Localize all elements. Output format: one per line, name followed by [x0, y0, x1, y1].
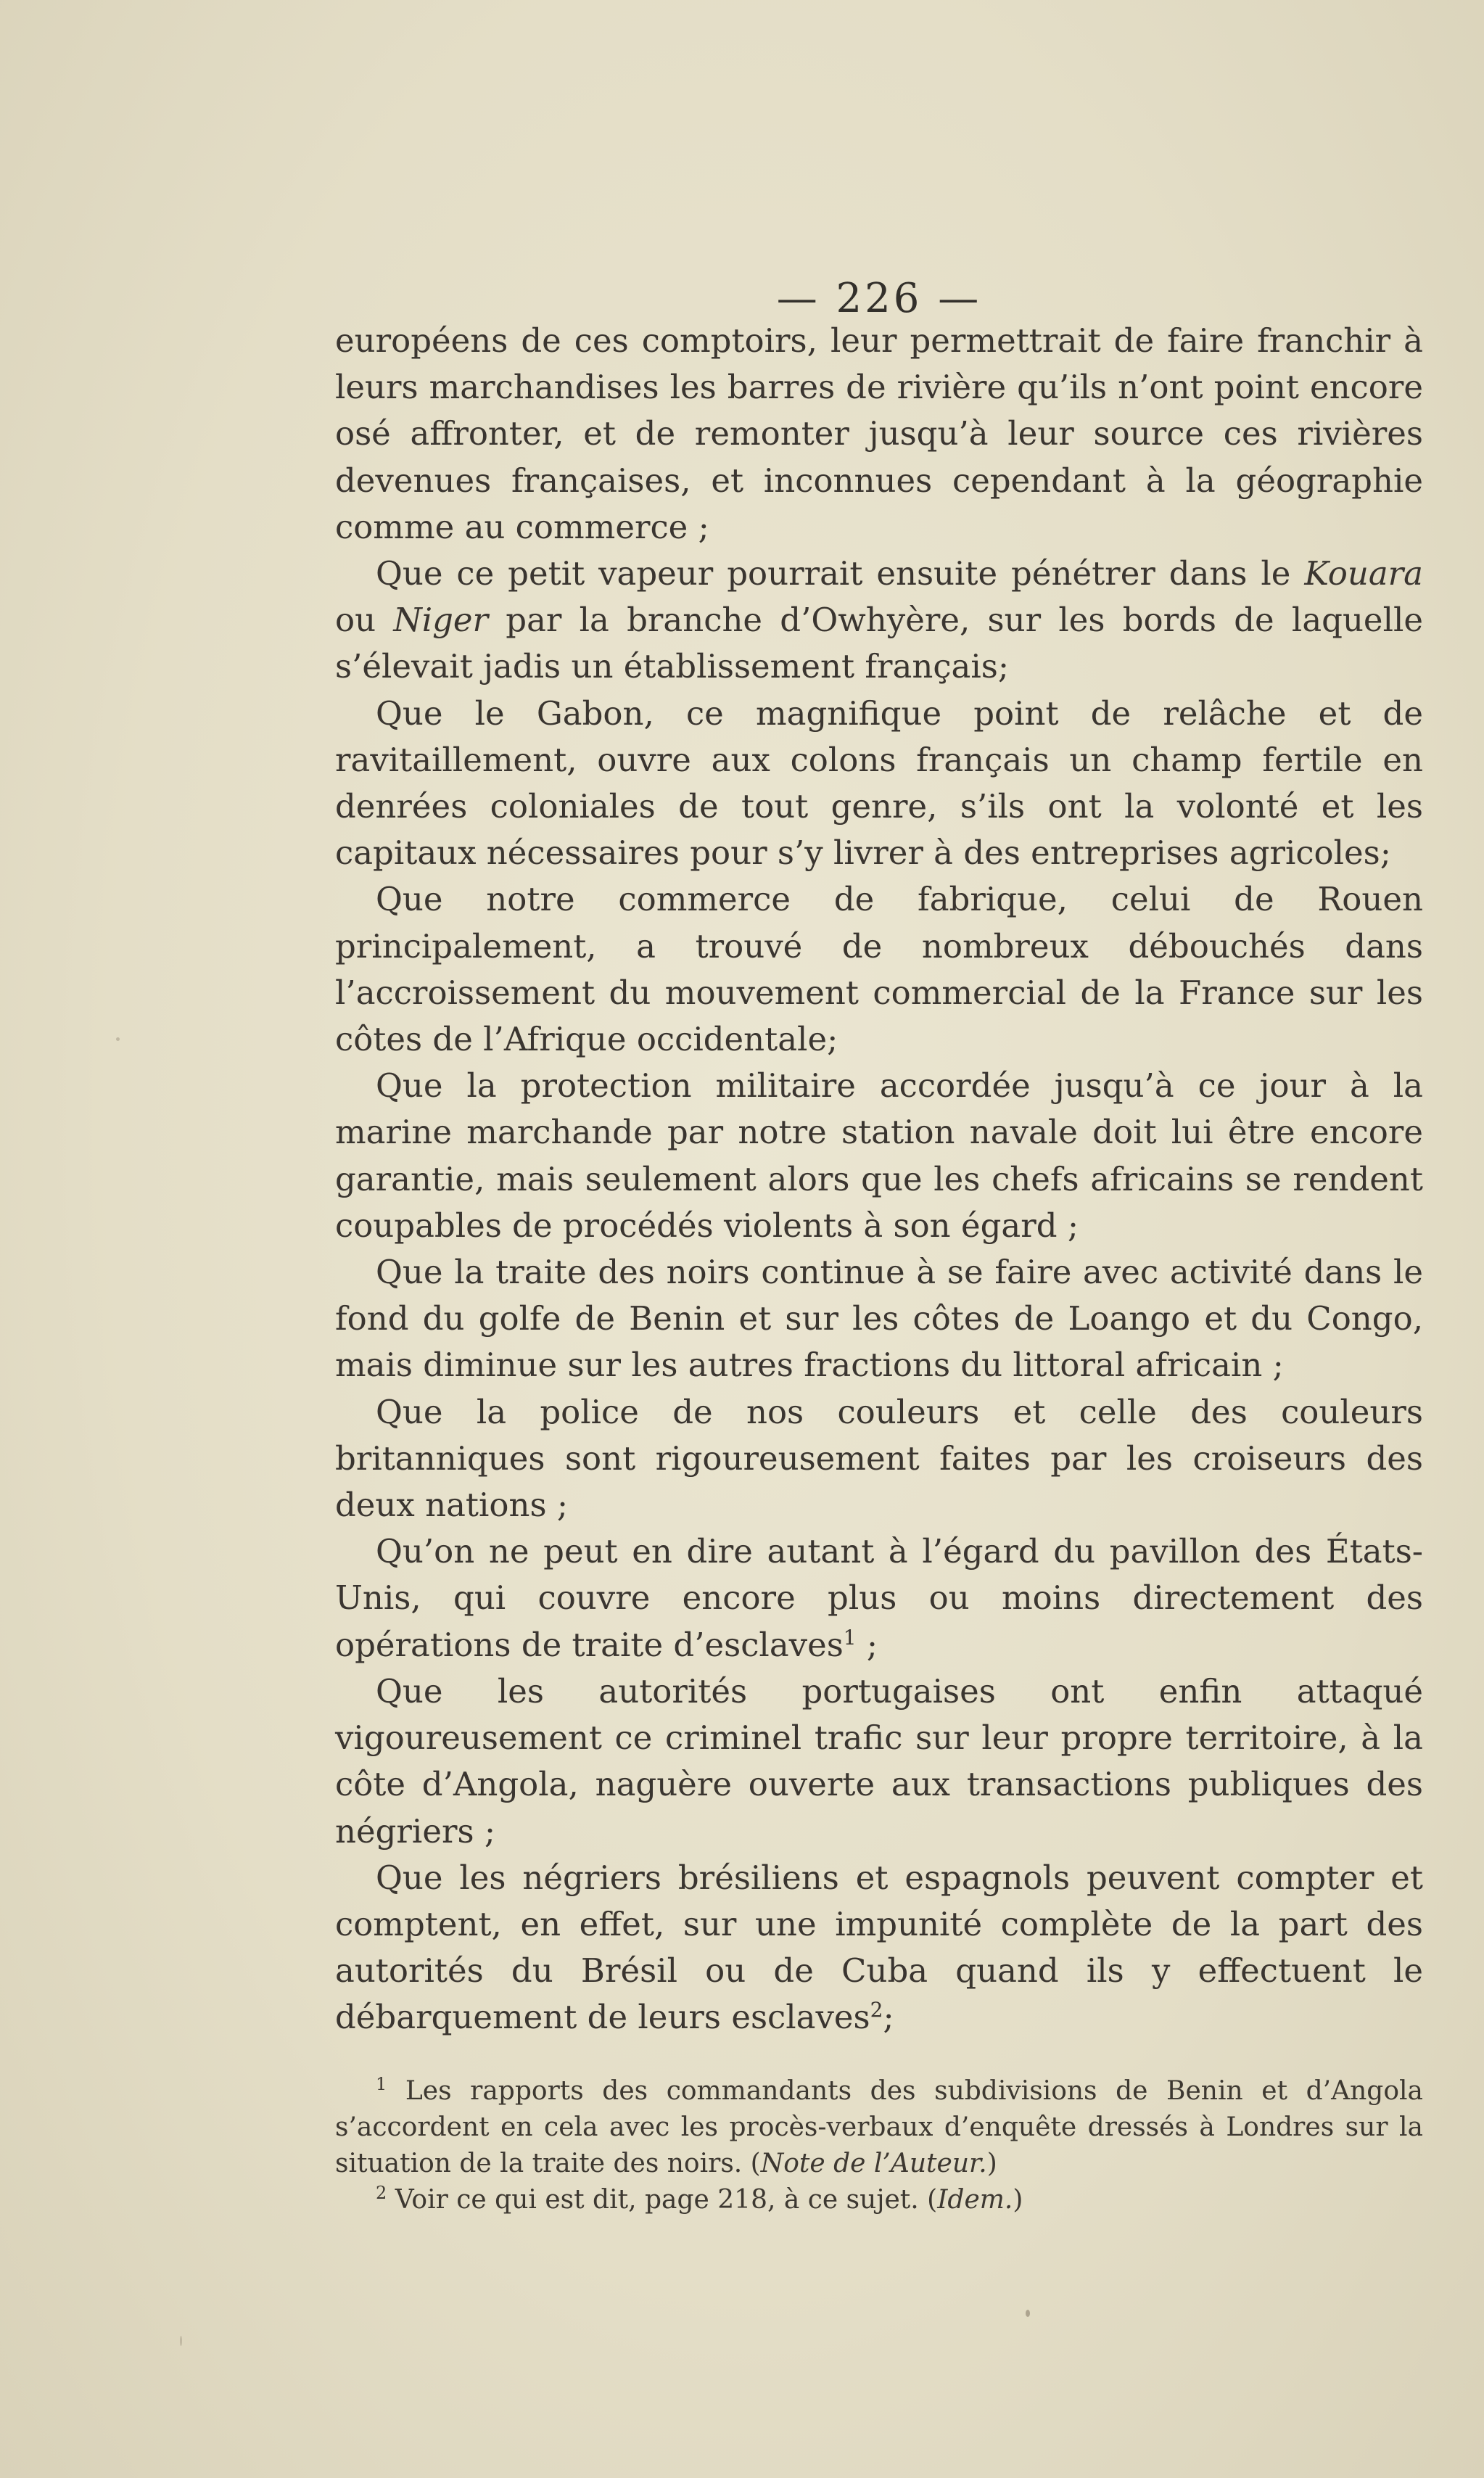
text-run: Qu’on ne peut en dire autant à l’égard du pavillon des États-Unis, qui couvre encore plus ou moins directement des opérations de traite d’esclaves [335, 1532, 1423, 1664]
paragraph [335, 1389, 1423, 1529]
footnote-marker: 2 [376, 2182, 387, 2203]
text-run: ) [986, 2148, 997, 2178]
paragraph [335, 1855, 1423, 2041]
text-run: Que la traite des noirs continue à se faire avec activité dans le fond du golfe de Benin et sur les côtes de Loango et du Congo, mais diminue sur les autres fractions du littoral africain ; [335, 1253, 1423, 1385]
footnote-reference: 1 [843, 1625, 857, 1650]
footnote-reference: 2 [870, 1998, 883, 2022]
paragraph [335, 551, 1423, 691]
text-run: Que les négriers brésiliens et espagnols peuvent compter et comptent, en effet, sur une impunité complète de la part des autorités du Brésil ou de Cuba quand ils y effectuent le débarquement de leurs esclaves [335, 1858, 1423, 2037]
paper-speck [1026, 2310, 1030, 2317]
paragraph [335, 1668, 1423, 1855]
paragraph [335, 318, 1423, 551]
footnotes [335, 2073, 1423, 2218]
italic-text: Note de l’Auteur. [760, 2148, 987, 2178]
text-run: Les rapports des commandants des subdivisions de Benin et d’Angola s’accordent en cela avec les procès-verbaux d’enquête dressés à Londres sur la situation de la traite des noirs. ( [335, 2075, 1423, 2178]
text-run: européens de ces comptoirs, leur permettrait de faire franchir à leurs marchandises les barres de rivière qu’ils n’ont point encore osé affronter, et de remonter jusqu’à leur source ces rivières devenues françaises, et inconnues cependant à la géographie comme au commerce ; [335, 321, 1423, 546]
text-run: ; [883, 1998, 894, 2037]
footnote-marker: 1 [376, 2073, 387, 2094]
text-run: par la branche d’Owhyère, sur les bords de laquelle s’élevait jadis un établissement français; [335, 601, 1423, 686]
text-run: ) [1013, 2184, 1023, 2215]
italic-text: Niger [393, 601, 489, 640]
paragraph [335, 876, 1423, 1063]
footnote [335, 2073, 1423, 2182]
text-run: Voir ce qui est dit, page 218, à ce sujet. ( [387, 2184, 938, 2215]
text-run: Que la protection militaire accordée jusqu’à ce jour à la marine marchande par notre station navale doit lui être encore garantie, mais seulement alors que les chefs africains se rendent coupables de procédés violents à son égard ; [335, 1066, 1423, 1245]
paragraph [335, 1528, 1423, 1668]
italic-text: Kouara [1304, 554, 1423, 593]
footnote [335, 2182, 1423, 2218]
text-run: Que notre commerce de fabrique, celui de Rouen principalement, a trouvé de nombreux débouchés dans l’accroissement du mouvement commercial de la France sur les côtes de l’Afrique occidentale; [335, 880, 1423, 1059]
paragraph [335, 1063, 1423, 1249]
paper-speck [116, 1037, 120, 1041]
page-number: — 226 — [776, 275, 982, 322]
body-text [335, 318, 1423, 2041]
paper-speck [180, 2336, 182, 2346]
text-run: Que ce petit vapeur pourrait ensuite pénétrer dans le [376, 554, 1305, 593]
text-run: Que la police de nos couleurs et celle des couleurs britanniques sont rigoureusement faites par les croiseurs des deux nations ; [335, 1392, 1423, 1525]
text-run: ou [335, 601, 394, 640]
text-run: Que le Gabon, ce magnifique point de relâche et de ravitaillement, ouvre aux colons français un champ fertile en denrées coloniales de tout genre, s’ils ont la volonté et les capitaux nécessaires pour s’y livrer à des entreprises agricoles; [335, 693, 1423, 873]
paragraph [335, 1249, 1423, 1389]
text-block [335, 275, 1423, 2218]
text-run: Que les autorités portugaises ont enfin attaqué vigoureusement ce criminel trafic sur leur propre territoire, à la côte d’Angola, naguère ouverte aux transactions publiques des négriers ; [335, 1671, 1423, 1851]
text-run: ; [856, 1625, 878, 1664]
italic-text: Idem. [937, 2184, 1013, 2215]
paragraph [335, 691, 1423, 877]
